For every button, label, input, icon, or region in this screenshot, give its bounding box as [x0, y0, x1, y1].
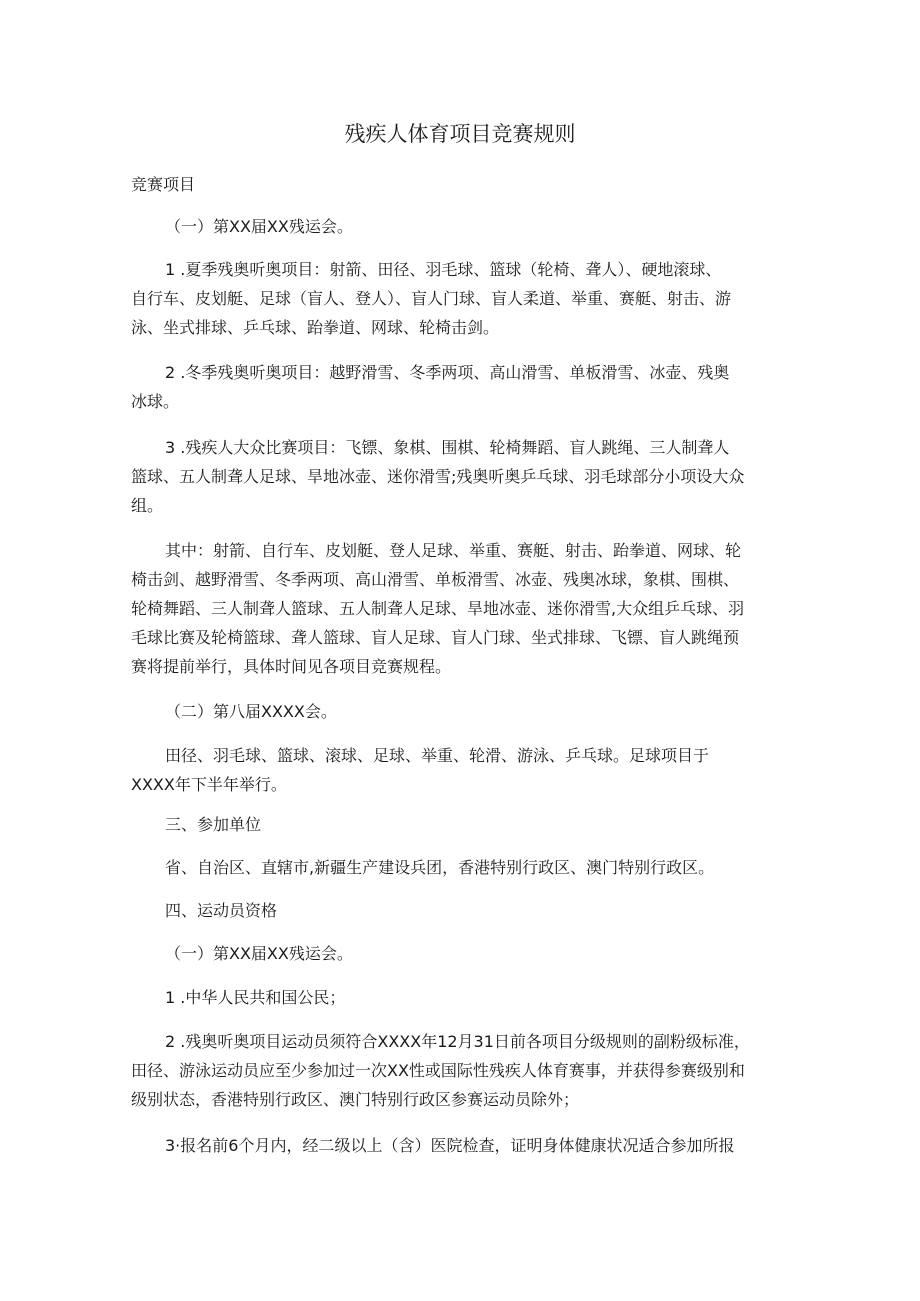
item-3-line: 组。 [131, 496, 164, 515]
note-line: 其中：射箭、自行车、皮划艇、登人足球、举重、赛艇、射击、跆拳道、网球、轮 [165, 541, 742, 560]
heading-participating-units: 三、参加单位 [165, 815, 262, 834]
section-2-line: XXXX年下半年举行。 [131, 775, 287, 794]
units-paragraph: 省、自治区、直辖市,新疆生产建设兵团，香港特别行政区、澳门特别行政区。 [165, 858, 715, 877]
item-1-paragraph [131, 255, 795, 342]
item-2-line: 2 .冬季残奥听奥项目：越野滑雪、冬季两项、高山滑雪、单板滑雪、冰壶、残奥 [165, 363, 730, 382]
item-2-paragraph [131, 358, 795, 416]
note-line: 赛将提前举行，具体时间见各项目竞赛规程。 [131, 657, 452, 676]
qualification-item-3: 3·报名前6个月内，经二级以上（含）医院检查，证明身体健康状况适合参加所报 [165, 1136, 735, 1155]
qualification-item-2-line: 2 .残奥听奥项目运动员须符合XXXX年12月31日前各项目分级规则的副粉级标准， [165, 1032, 750, 1051]
heading-competition-items: 竞赛项目 [131, 175, 196, 194]
qualification-item-2-paragraph [131, 1027, 795, 1114]
note-line: 椅击剑、越野滑雪、冬季两项、高山滑雪、单板滑雪、冰壶、残奥冰球，象棋、围棋、 [131, 570, 740, 589]
qualification-item-2-line: 级别状态，香港特别行政区、澳门特别行政区参赛运动员除外； [131, 1090, 580, 1109]
item-1-line: 1 .夏季残奥听奥项目：射箭、田径、羽毛球、篮球（轮椅、聋人）、硬地滚球、 [165, 260, 722, 279]
item-3-paragraph [131, 433, 795, 520]
note-line: 轮椅舞蹈、三人制聋人篮球、五人制聋人足球、旱地冰壶、迷你滑雪,大众组乒乓球、羽 [131, 599, 745, 618]
item-1-line: 自行车、皮划艇、足球（盲人、登人）、盲人门球、盲人柔道、举重、赛艇、射击、游 [131, 289, 732, 308]
document-title: 残疾人体育项目竞赛规则 [344, 122, 576, 146]
section-1-title: （一）第XX届XX残运会。 [165, 217, 353, 236]
item-1-line: 泳、坐式排球、乒乓球、跆拳道、网球、轮椅击剑。 [131, 318, 500, 337]
section-2-paragraph [131, 741, 795, 799]
qualification-item-2-line: 田径、游泳运动员应至少参加过一次XX性或国际性残疾人体育赛事，并获得参赛级别和 [131, 1061, 745, 1080]
item-3-line: 篮球、五人制聋人足球、旱地冰壶、迷你滑雪;残奥听奥乒乓球、羽毛球部分小项设大众 [131, 467, 745, 486]
heading-athlete-qualification: 四、运动员资格 [165, 901, 278, 920]
qualification-section-1-title: （一）第XX届XX残运会。 [165, 944, 353, 963]
section-2-line: 田径、羽毛球、篮球、滚球、足球、举重、轮滑、游泳、乒乓球。足球项目于 [165, 746, 710, 765]
note-paragraph [131, 536, 795, 681]
note-line: 毛球比赛及轮椅篮球、聋人篮球、盲人足球、盲人门球、坐式排球、飞镖、盲人跳绳预 [131, 628, 740, 647]
section-2-title: （二）第八届XXXX会。 [165, 702, 337, 721]
item-2-line: 冰球。 [131, 392, 180, 411]
qualification-item-1: 1 .中华人民共和国公民； [165, 988, 346, 1007]
item-3-line: 3 .残疾人大众比赛项目：飞镖、象棋、围棋、轮椅舞蹈、盲人跳绳、三人制聋人 [165, 438, 730, 457]
